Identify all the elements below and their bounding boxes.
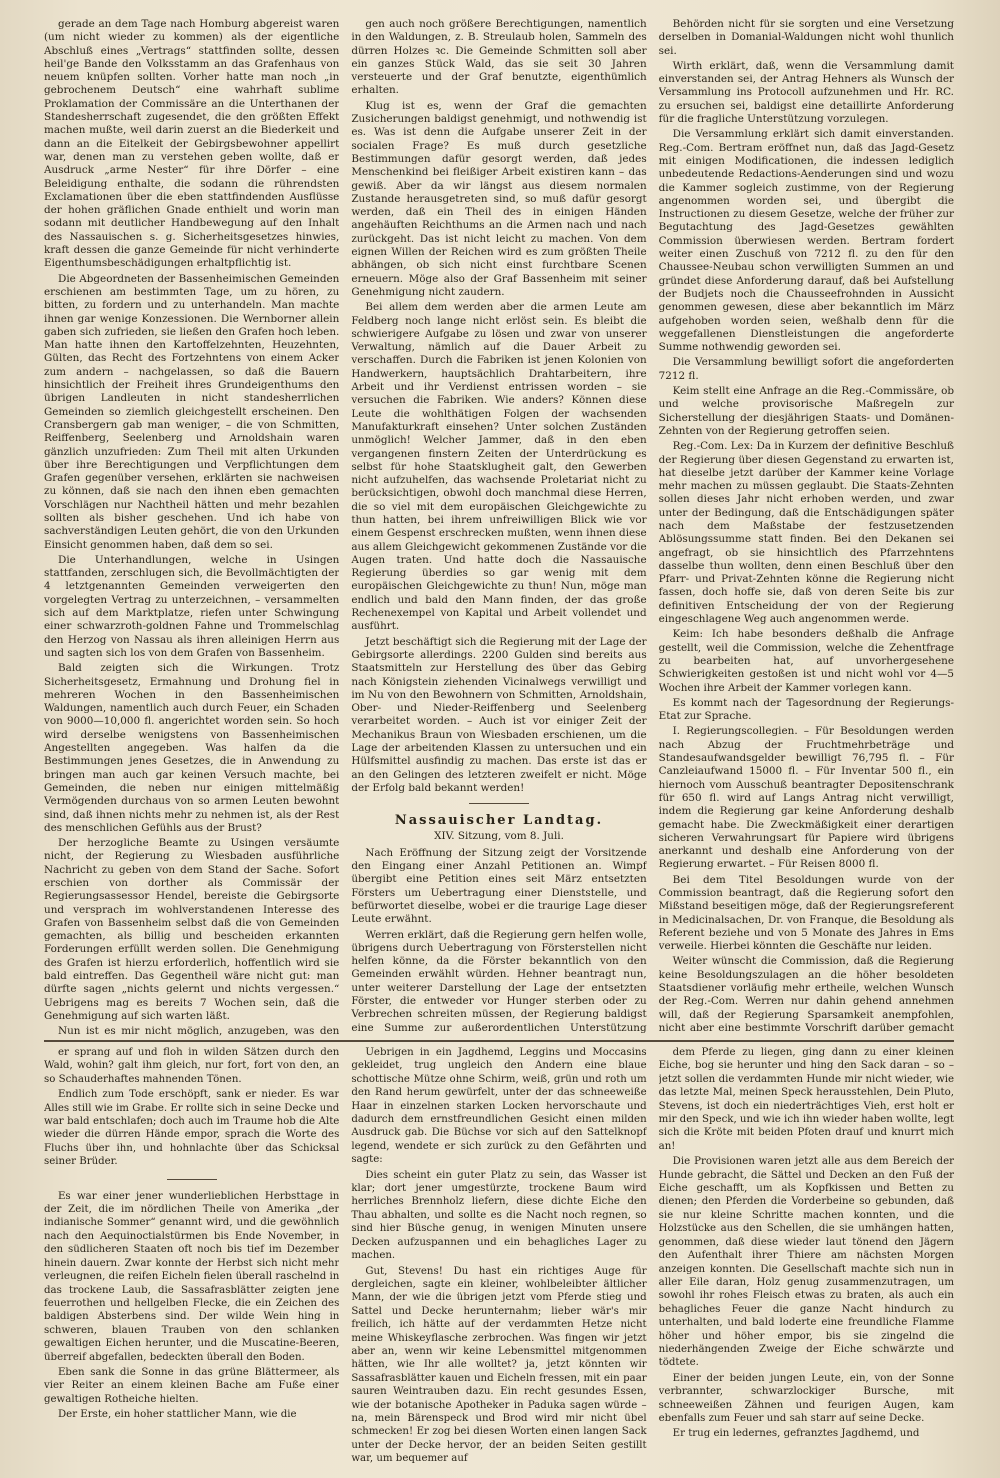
paragraph: I. Regierungscollegien. – Für Besoldungen werden nach Abzug der Fruchtmehrbeträge und Standesaufwandsgelder bewilligt 76,795 fl. – Für Canzleiaufwand 15000 fl. – Für Inventar 500 fl., ein hiernoch vom Ausschuß beantragter Depositenschrank für 650 fl. wird auf Langs Antrag nicht verwilligt, indem die Regierung gar keine Anforderung deshalb gemacht habe. Die Zweckmäßigkeit einer derartigen sicheren Verwahrungsart für Papiere wird übrigens anerkannt und deshalb eine Anforderung von der Regierung erwartet. – Für Reisen 8000 fl. bbox=[658, 725, 954, 871]
top-section bbox=[44, 18, 954, 1036]
section-subheading: XIV. Sitzung, vom 8. Juli. bbox=[434, 829, 564, 842]
top-column-2 bbox=[351, 18, 646, 1036]
paragraph: Uebrigen in ein Jagdhemd, Leggins und Moccasins gekleidet, trug ungleich den Andern eine blaue schottische Mütze ohne Schirm, weiß, grün und roth um den Rand herum gewürfelt, unter der das schneeweiße Haar in einzelnen starken Locken hervorschaute und dadurch dem ernstfreundlichen Gesicht einen milden Ausdruck gab. Die Büchse vor sich auf den Sattelknopf legend, wendete er sich zurück zu den Gefährten und sagte: bbox=[351, 1047, 647, 1166]
paragraph: Werren erklärt, daß die Regierung gern helfen wolle, übrigens durch Uebertragung von Försterstellen nicht helfen könne, da die Förster bekanntlich von den Gemeinden erwählt würden. Hehner beantragt nun, unter weiterer Darstellung der Lage der entsetzten Förster, die entweder vor Hunger sterben oder zu Verbrechen schreiten müssen, der Regierung baldigst eine Summe zur außerordentlichen Unterstützung bbox=[351, 928, 647, 1034]
paragraph: Die Versammlung bewilligt sofort die angeforderten 7212 fl. bbox=[658, 356, 954, 382]
paragraph: Er trug ein ledernes, gefranztes Jagdhemd, und bbox=[672, 1428, 920, 1440]
paragraph: Endlich zum Tode erschöpft, sank er nieder. Es war Alles still wie im Grabe. Er rollte sich in seine Decke und war bald entschlafen; doch auch im Traume hob die Alte wieder die dürren Hände empor, sprach die Worte des Fluchs über ihn, und hohnlachte über das Schicksal seiner Brüder. bbox=[44, 1089, 340, 1168]
top-column-3 bbox=[659, 18, 954, 1036]
section-divider bbox=[469, 803, 529, 804]
paragraph: Weiter wünscht die Commission, daß die Regierung keine Besoldungszulagen an die höher besoldeten Staatsdiener vorläufig mehr ertheile, welchen Wunsch der Reg.-Com. Werren nur dahin gehend annehmen will, daß der Regierung Sparsamkeit anempfohlen, nicht aber eine bestimmte Vorschrift darüber gemacht bbox=[658, 955, 954, 1034]
paragraph: Die Versammlung erklärt sich damit einverstanden. Reg.-Com. Bertram eröffnet nun, daß das Jagd-Gesetz mit einigen Modificationen, die indessen lediglich unbedeutende Redactions-Aenderungen sind und wozu die Kammer sogleich zustimme, von der Regierung angenommen worden sei, und übergibt die Instructionen zu diesem Gesetze, welche der früher zur Begutachtung des Jagd-Gesetzes gewählten Commission überwiesen werden. Bertram fordert weiter einen Zuschuß von 7212 fl. zu den für den Chaussee-Neubau schon verwilligten Summen an und gründet diese Anforderung darauf, daß bei Aufstellung der Budjets noch die Chausseefrohnden in Aussicht genommen gewesen, diese aber bekanntlich im März aufgehoben worden seien, weßhalb denn für die weggefallenen Dienstleistungen die angeforderte Summe nothwendig geworden sei. bbox=[658, 128, 954, 354]
paragraph: Wirth erklärt, daß, wenn die Versammlung damit einverstanden sei, der Antrag Hehners als Wunsch der Versammlung ins Protocoll aufzunehmen und Hr. RC. zu ersuchen sei, baldigst eine detaillirte Anforderung für die fragliche Unterstützung vorzulegen. bbox=[658, 59, 954, 126]
paragraph: Reg.-Com. Lex: Da in Kurzem der definitive Beschluß der Regierung über diesen Gegenstand zu erwarten ist, hat dieselbe jetzt darüber der Kammer keine Vorlage mehr machen zu müssen geglaubt. Die Staats-Zehnten sollen dieses Jahr nicht erhoben werden, und zwar unter der Bedingung, daß die Entschädigungen später nach dem Maßstabe der festzusetzenden Ablösungssumme statt finden. Bei den Dekanen sei angefragt, ob sie hinsichtlich des Pfarrzehntens dasselbe thun wollten, denn einen Beschluß über den Pfarr- und Privat-Zehnten könne die Regierung nicht fassen, doch hoffe sie, daß von deren Seite bis zur definitiven Entscheidung der von der Regierung eingeschlagene Weg auch angenommen werde. bbox=[658, 440, 954, 626]
bottom-column-3 bbox=[659, 1046, 954, 1466]
section-heading: Nassauischer Landtag. bbox=[394, 813, 604, 829]
paragraph: Eben sank die Sonne in das grüne Blättermeer, als vier Reiter an einem kleinen Bache am Fuße einer gewaltigen Rotheiche hielten. bbox=[44, 1366, 340, 1405]
top-column-1 bbox=[44, 18, 339, 1036]
paragraph: Jetzt beschäftigt sich die Regierung mit der Lage der Gebirgsorte allerdings. 2200 Gulden sind bereits aus Staatsmitteln zur Herstellung des über das Gebirg nach Königstein ziehenden Vicinalwegs verwilligt und im Nu von den Bewohnern von Schmitten, Arnoldshain, Ober- und Nieder-Reiffenberg und Seelenberg verarbeitet worden. – Auch ist vor einiger Zeit der Mechanikus Braun von Wiesbaden erschienen, um die Lage der arbeitenden Klassen zu untersuchen und ein Hülfsmittel ausfindig zu machen. Das erste ist das er an den Gelingen des letzteren zweifelt er nicht. Möge der Erfolg bald bekannt werden! bbox=[351, 635, 647, 794]
paragraph: Bei allem dem werden aber die armen Leute am Feldberg noch lange nicht erlöst sein. Es bleibt die schwierigere Aufgabe zu lösen und zwar von unserer Verwaltung, nämlich auf die Dauer Arbeit zu verschaffen. Durch die Fabriken ist jenen Kolonien von Handwerkern, hauptsächlich Drahtarbeitern, ihre Arbeit und ihr Verdienst entrissen worden – sie versuchen die Fabriken. Wie anders? Können diese Leute die wohlthätigen Folgen der wachsenden Manufakturkraft einsehen? Unter solchen Zuständen unmöglich! Welcher Jammer, daß in den eben vergangenen finstern Zeiten der Unterdrückung es selbst für hohe Staatsklugheit galt, den Gewerben nicht aufzuhelfen, das wachsende Proletariat nicht zu berücksichtigen, obwohl doch manchmal diese Herren, die so viel mit dem europäischen Gleichgewichte zu thun hatten, bei ihrem unfreiwilligen Blick wie vor einem Gespenst erschrecken mußten, wenn ihnen diese aus allem Gleichgewicht gekommenen Zustände vor die Augen traten. Und hatte doch die Nassauische Regierung überdies so gar wenig mit dem europäischen Gleichgewichte zu thun! Nun, möge man endlich und bald den Mann finden, der das große Rechenexempel von Kapital und Arbeit vollendet und ausführt. bbox=[351, 301, 647, 633]
paragraph: Die Unterhandlungen, welche in Usingen stattfanden, zerschlugen sich, die Bevollmächtigten der 4 letztgenannten Gemeinden verweigerten den vorgelegten Vertrag zu unterzeichnen, – versammelten sich auf dem Marktplatze, riefen unter Schwingung einer schwarzroth-goldnen Fahne und Trommelschlag den Herzog von Nassau als ihren alleinigen Herrn aus und sagten sich los von dem Grafen von Bassenheim. bbox=[44, 553, 340, 659]
paragraph: Gut, Stevens! Du hast ein richtiges Auge für dergleichen, sagte ein kleiner, wohlbeleibter ältlicher Mann, der wie die übrigen jetzt vom Pferde stieg und Sattel und Decke herunternahm; lieber wär's mir freilich, ich hätte auf der verdammten Hetze nicht meine Whiskeyflasche zerbrochen. Was fingen wir jetzt aber an, wenn wir keine Lebensmittel mitgenommen hätten, wie Ihr alle wolltet? ja, jetzt könnten wir Sassafrasblätter kauen und Eicheln fressen, mit ein paar sauren Weintrauben dazu. Ein recht gesundes Essen, wie der botanische Apotheker in Paduka sagen würde – na, mein Bärenspeck und Brod wird mir nicht übel schmecken! Er zog bei diesen Worten einen langen Sack unter der Decke hervor, der an beiden Seiten gestillt war, um bequemer auf bbox=[351, 1265, 647, 1465]
feuilleton-divider bbox=[44, 1040, 954, 1042]
paragraph: gerade an dem Tage nach Homburg abgereist waren (um nicht wieder zu kommen) als der eigentliche Abschluß eines „Vertrags“ stattfinden sollte, dessen heil'ge Bande den Volksstamm an das Grafenhaus von neuem knüpfen sollten. Vorher hatte man noch „in gebrochenem Deutsch“ eine wahrhaft sublime Proklamation der Commissäre an die Unterthanen der Standesherrschaft zugesendet, die den größten Effekt machen mußte, weil darin zuerst an die Biederkeit und dann an die Eitelkeit der Gebirgsbewohner appellirt war, denen man zu verstehen geben wollte, daß er Ausdruck „arme Nester“ für ihre Dörfer – eine Beleidigung enthalte, die sodann die rührendsten Exclamationen über die eben stattfindenden Ausflüsse der hohen gräflichen Gnade enthielt und worin man sodann mit deutlicher Handbewegung auf den Inhalt des Nassauischen s. g. Sicherheitsgesetzes hinwies, kraft dessen die ganze Gemeinde für nicht verhinderte Eigenthumsbeschädigungen erhaltpflichtig ist. bbox=[44, 18, 340, 270]
paragraph: Bald zeigten sich die Wirkungen. Trotz Sicherheitsgesetz, Ermahnung und Drohung fiel in mehreren Wochen in den Bassenheimischen Waldungen, namentlich auch durch Feuer, ein Schaden von 9000—10,000 fl. angerichtet worden sein. So hoch wird derselbe wenigstens von Bassenheimischen Angestellten angegeben. Was halfen da die Bestimmungen jenes Gesetzes, die in Anwendung zu bringen man auch gar keinen Versuch machte, bei Gemeinden, die neben nur einigen mittelmäßig Vermögenden durchaus von so armen Leuten bewohnt sind, daß ihnen nichts mehr zu nehmen ist, als der Rest des menschlichen Gefühls aus der Brust? bbox=[44, 662, 340, 834]
feuilleton-section bbox=[44, 1046, 954, 1466]
paragraph: dem Pferde zu liegen, ging dann zu einer kleinen Eiche, bog sie herunter und hing den Sack daran – so – jetzt sollen die verdammten Hunde mir nicht wieder, wie das letzte Mal, meinen Speck herausstehlen, Dein Pluto, Stevens, ist doch ein niederträchtiges Vieh, erst holt er mir den Speck, und wie ich ihn wieder haben wollte, legt sich die Kröte mit beiden Pfoten drauf und knurrt mich an! bbox=[658, 1047, 954, 1152]
paragraph: Klug ist es, wenn der Graf die gemachten Zusicherungen baldigst genehmigt, und nothwendig ist es. Was ist denn die Aufgabe unserer Zeit in der socialen Frage? Es muß durch gesetzliche Bestimmungen dafür gesorgt werden, daß jedes Menschenkind bei fleißiger Arbeit existiren kann – das gewiß. Aber da wir längst aus diesem normalen Zustande herausgetreten sind, so muß dafür gesorgt werden, daß ein Theil des in einigen Händen angehäuften Reichthums an die Armen nach und nach zurückgeht. Das ist nicht leicht zu machen. Von dem eignen Willen der Reichen wird es zum größten Theile abhängen, ob sich nicht einst furchtbare Scenen erneuern. Möge also der Graf Bassenheim mit seiner Genehmigung nicht zaudern. bbox=[351, 99, 647, 298]
paragraph: Behörden nicht für sie sorgten und eine Versetzung derselben in Domanial-Waldungen nicht wohl thunlich sei. bbox=[658, 18, 954, 57]
paragraph: Der Erste, ein hoher stattlicher Mann, wie die bbox=[58, 1409, 297, 1421]
paragraph: Keim stellt eine Anfrage an die Reg.-Commissäre, ob und welche provisorische Maßregeln zur Sicherstellung der diesjährigen Staats- und Domänen-Zehnten von der Regierung getroffen seien. bbox=[658, 385, 954, 437]
paragraph: Die Provisionen waren jetzt alle aus dem Bereich der Hunde gebracht, die Sättel und Decken an den Fuß der Eiche geschafft, um als Kopfkissen und Betten zu dienen; den Pferden die Vorderbeine so gebunden, daß sie nur kleine Schritte machen konnten, und die Holzstücke aus den Schellen, die sie umhängen hatten, genommen, daß diese wieder laut tönend den Jägern den Aufenthalt ihrer Thiere am nächsten Morgen anzeigen konnten. Die Gesellschaft machte sich nun in aller Eile daran, Holz genug zusammenzutragen, um sowohl ihr rohes Fleisch etwas zu braten, als auch ein behagliches Feuer die ganze Nacht hindurch zu unterhalten, und bald loderte eine freundliche Flamme höher und höher empor, bis sie zingelnd die niederhängenden Zweige der Eiche schwärzte und tödtete. bbox=[658, 1156, 954, 1369]
section-divider bbox=[167, 1179, 217, 1180]
bottom-column-1 bbox=[44, 1046, 339, 1466]
paragraph: Es kommt nach der Tagesordnung der Regierungs-Etat zur Sprache. bbox=[658, 696, 954, 723]
paragraph: Die Abgeordneten der Bassenheimischen Gemeinden erschienen am bestimmten Tage, um zu hören, zu bitten, zu fordern und zu unterhandeln. Man machte ihnen gar wenige Konzessionen. Die Wernborner allein gaben sich zufrieden, sie ließen den Grafen hoch leben. Man hatte ihnen den Kartoffelzehnten, Heuzehnten, Gülten, das Recht des Fortzehntens von einem Acker zum andern – nachgelassen, so daß die Bauern hinsichtlich der Freiheit ihres Grundeigenthums den übrigen Landleuten in nicht standesherrlichen Gemeinden so ziemlich gleichgestellt erscheinen. Den Cransbergern gab man weniger, – die von Schmitten, Reiffenberg, Seelenberg und Arnoldshain waren gänzlich unzufrieden: Zum Theil mit alten Urkunden über ihre Berechtigungen und Verpflichtungen dem Grafen gegenüber versehen, erklärten sie nachweisen zu können, daß sie nach den ihnen eben gemachten Vorschlägen nur Nachtheil hätten und mehr bezahlen sollten als bisher geschehen. Und ich habe von sachverständigen Leuten gehört, die von den Urkunden Einsicht genommen haben, daß dem so sei. bbox=[44, 272, 340, 551]
paragraph: Keim: Ich habe besonders deßhalb die Anfrage gestellt, weil die Commission, welche die Zehentfrage zu bearbeiten hat, auf unvorhergesehene Schwierigkeiten gestoßen ist und nicht wohl vor 4—5 Wochen ihre Arbeit der Kammer vorlegen kann. bbox=[658, 628, 954, 694]
paragraph: gen auch noch größere Berechtigungen, namentlich in den Waldungen, z. B. Streulaub holen, Sammeln des dürren Holzes ꝛc. Die Gemeinde Schmitten soll aber ein ganzes Stück Wald, das sie seit 30 Jahren versteuerte und der Graf benutzte, eigenthümlich erhalten. bbox=[351, 18, 647, 97]
bottom-column-2 bbox=[351, 1046, 646, 1466]
paragraph: Bei dem Titel Besoldungen wurde von der Commission beantragt, daß die Regierung sofort den Mißstand beseitigen möge, daß der Regierungsreferent in Medicinalsachen, Dr. von Franque, die Besoldung als Referent beziehe und von 5 Monate des Jahres in Ems verweile. Hierbei könnten die Geschäfte nur leiden. bbox=[658, 873, 954, 953]
paragraph: er sprang auf und floh in wilden Sätzen durch den Wald, wohin? galt ihm gleich, nur fort, fort von den, an so Schauderhaftes mahnenden Tönen. bbox=[44, 1047, 340, 1085]
paragraph: Es war einer jener wunderlieblichen Herbsttage in der Zeit, die im nördlichen Theile von Amerika „der indianische Sommer“ genannt wird, und die gewöhnlich nach den Aequinoctialstürmen bis Ende November, in den südlicheren Staaten oft noch bis tief im Dezember hinein dauern. Zwar konnte der Herbst sich nicht mehr verleugnen, die reifen Eicheln fielen überall raschelnd in das trockene Laub, die Sassafrasblätter zeigten jene feuerrothen und hellgelben Flecke, die ein Zeichen des baldigen Absterbens sind. Der wilde Wein hing in schweren, blauen Trauben von den schlanken gewaltigen Eichen herunter, und die Muscatine-Beeren, überreif abgefallen, bedeckten überall den Boden. bbox=[44, 1190, 340, 1363]
paragraph: Einer der beiden jungen Leute, ein, von der Sonne verbrannter, schwarzlockiger Bursche, mit schneeweißen Zähnen und feurigen Augen, kam ebenfalls zum Feuer und sah starr auf seine Decke. bbox=[658, 1372, 954, 1424]
paragraph: Dies scheint ein guter Platz zu sein, das Wasser ist klar; dort jener umgestürzte, trockene Baum wird herrliches Brennholz liefern, diese dichte Eiche den Thau abhalten, und sollte es die Nacht noch regnen, so sind hier Büsche genug, in wenigen Minuten unsere Decken aufzuspannen und ein behagliches Lager zu machen. bbox=[351, 1169, 647, 1262]
paragraph: Nun ist es mir nicht möglich, anzugeben, was den bbox=[58, 1025, 340, 1036]
paragraph: Nach Eröffnung der Sitzung zeigt der Vorsitzende den Eingang einer Anzahl Petitionen an. Wimpf übergibt eine Petition eines seit März entsetzten Försters um Uebertragung einer Dienststelle, und befürwortet dieselbe, wobei er die traurige Lage dieser Leute erwähnt. bbox=[351, 846, 647, 926]
paragraph: Der herzogliche Beamte zu Usingen versäumte nicht, der Regierung zu Wiesbaden ausführliche Nachricht zu geben von dem Stand der Sache. Sofort erschien von dorther als Commissär der Regierungsassessor Hendel, bereiste die Gebirgsorte und versprach im wohlverstandenen Interesse des Grafen von Bassenheim selbst daß die von Gemeinden gemachten, als billig und bescheiden erkannten Forderungen erfüllt werden sollen. Die Genehmigung des Grafen ist hierzu erforderlich, hoffentlich wird sie bald eintreffen. Das Gegentheil wäre nicht gut: man dürfte sagen „nichts gelernt und nichts vergessen.“ Uebrigens mag es bereits 7 Wochen sein, daß die Genehmigung auf sich warten läßt. bbox=[44, 837, 340, 1022]
